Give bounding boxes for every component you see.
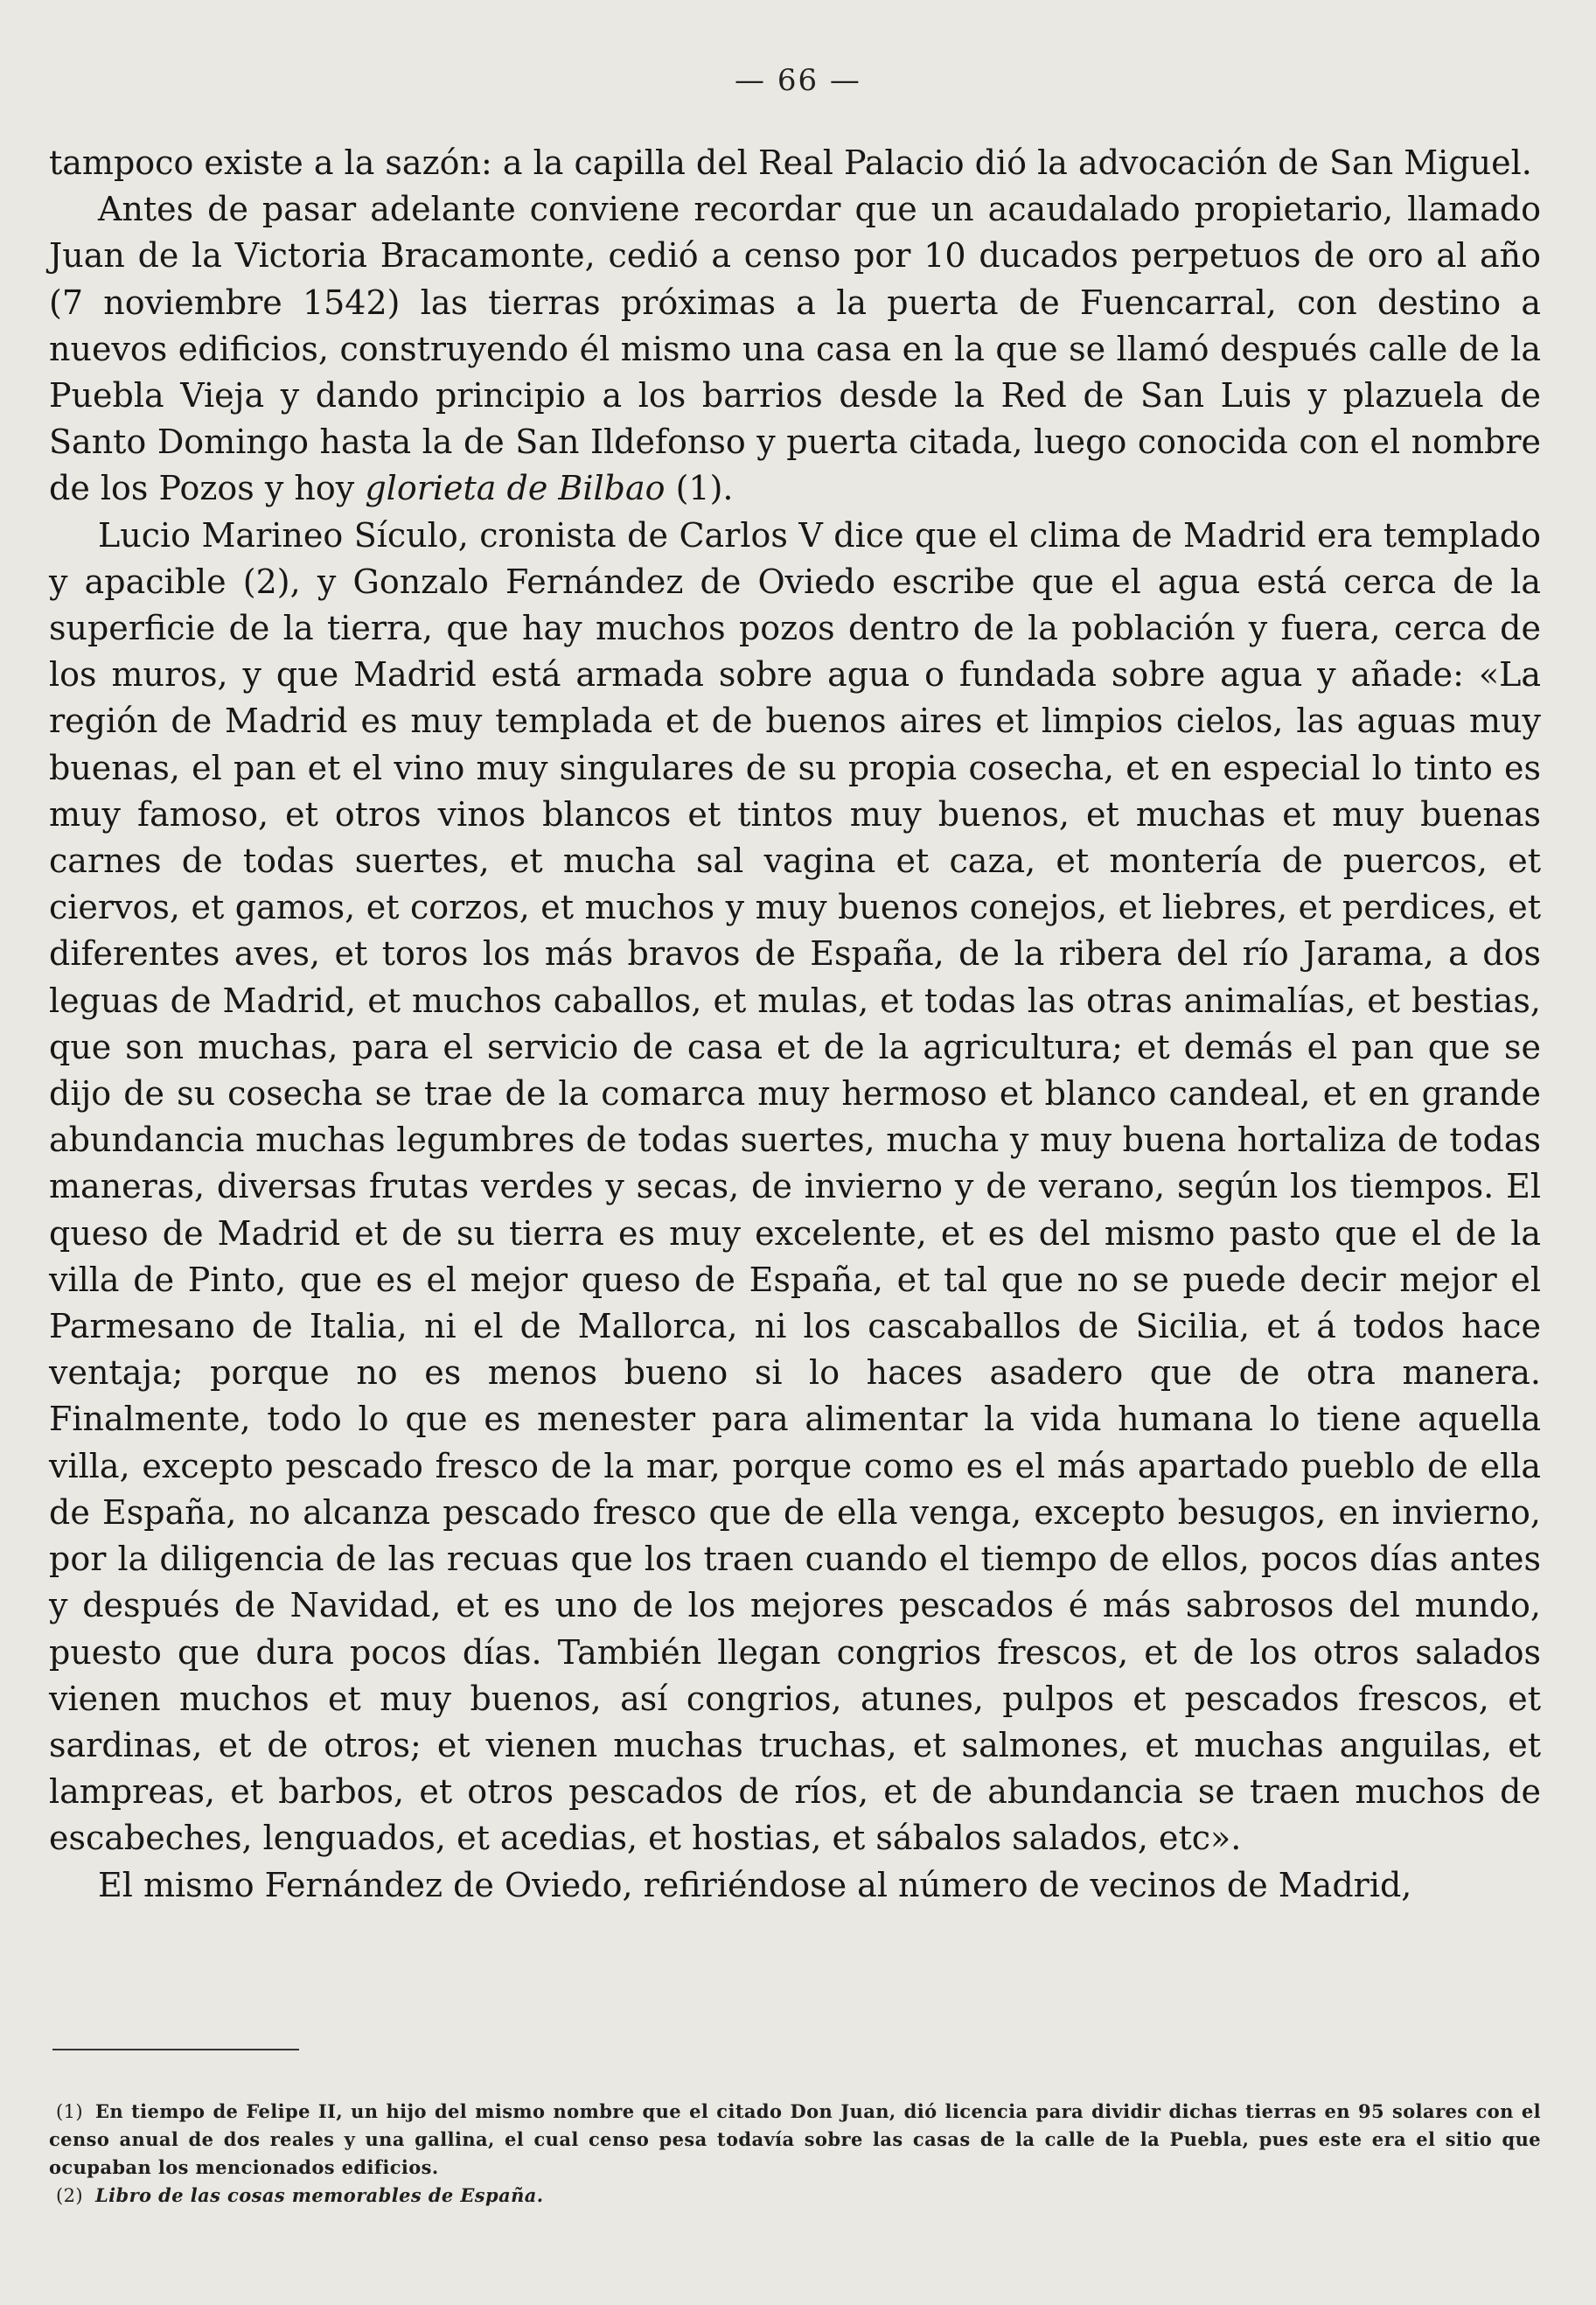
footnote-ref-1: (1). — [665, 469, 734, 508]
footnote-2-text: Libro de las cosas memorables de España. — [94, 2184, 544, 2206]
paragraph-vecinos: El mismo Fernández de Oviedo, refiriéndose al número de vecinos de Madrid, — [98, 1865, 1412, 1904]
footnote-2-number: (2) — [56, 2185, 83, 2206]
body-text — [49, 140, 1541, 1909]
paragraph-bracamonte — [49, 186, 1541, 512]
footnote-2 — [49, 2182, 1541, 2210]
footnote-1-number: (1) — [56, 2101, 83, 2122]
footnote-1-text: En tiempo de Felipe II, un hijo del mismo nombre que el citado Don Juan, dió licencia para dividir dichas tierras en 95 solares con el censo anual de dos reales y una gallina, el cual censo pesa todavía sobre las casas de la calle de la Puebla, pues este era el sitio que ocupaban los mencionados edificios. — [49, 2100, 1541, 2178]
page-number: — 66 — — [735, 63, 861, 98]
italic-glorieta-de-bilbao: glorieta de Bilbao — [365, 469, 666, 508]
paragraph-marineo-oviedo: Lucio Marineo Sículo, cronista de Carlos V dice que el clima de Madrid era templado y apacible (2), y Gonzalo Fernández de Oviedo escribe que el agua está cerca de la superficie de la tierra, que hay muchos pozos dentro de la población y fuera, cerca de los muros, y que Madrid está armada sobre agua o fundada sobre agua y añade: «La región de Madrid es muy templada et de buenos aires et limpios cielos, las aguas muy buenas, el pan et el vino muy singulares de su propia cosecha, et en especial lo tinto es muy famoso, et otros vinos blancos et tintos muy buenos, et muchas et muy buenas carnes de todas suertes, et mucha sal vagina et caza, et montería de puercos, et ciervos, et gamos, et corzos, et muchos y muy buenos conejos, et liebres, et perdices, et diferentes aves, et toros los más bravos de España, de la ribera del río Jarama, a dos leguas de Madrid, et muchos caballos, et mulas, et todas las otras animalías, et bestias, que son muchas, para el servicio de casa et de la agricultura; et demás el pan que se dijo de su cosecha se trae de la comarca muy hermoso et blanco candeal, et en grande abundancia muchas legumbres de todas suertes, mucha y muy buena hortaliza de todas maneras, diversas frutas verdes y secas, de invierno y de verano, según los tiempos. El queso de Madrid et de su tierra es muy excelente, et es del mismo pasto que el de la villa de Pinto, que es el mejor queso de España, et tal que no se puede decir mejor el Parmesano de Italia, ni el de Mallorca, ni los cascaballos de Sicilia, et á todos hace ventaja; porque no es menos bueno si lo haces asadero que de otra manera. Finalmente, todo lo que es menester para alimentar la vida humana lo tiene aquella villa, excepto pescado fresco de la mar, porque como es el más apartado pueblo de ella de España, no alcanza pescado fresco que de ella venga, excepto besugos, en invierno, por la diligencia de las recuas que los traen cuando el tiempo de ellos, pocos días antes y después de Navidad, et es uno de los mejores pescados é más sabrosos del mundo, puesto que dura pocos días. También llegan congrios frescos, et de los otros salados vienen muchos et muy buenos, así congrios, atunes, pulpos et pescados frescos, et sardinas, et de otros; et vienen muchas truchas, et salmones, et muchas anguilas, et lampreas, et barbos, et otros pescados de ríos, et de abundancia se traen muchos de escabeches, lenguados, et acedias, et hostias, et sábalos salados, etc». — [49, 515, 1541, 1858]
paragraph-bracamonte-text: Antes de pasar adelante conviene recordar que un acaudalado propietario, llamado Juan de la Victoria Bracamonte, cedió a censo por 10 ducados perpetuos de oro al año (7 noviembre 1542) las tierras próximas a la puerta de Fuencarral, con destino a nuevos edificios, construyendo él mismo una casa en la que se llamó después calle de la Puebla Vieja y dando principio a los barrios desde la Red de San Luis y plazuela de Santo Domingo hasta la de San Ildefonso y puerta citada, luego conocida con el nombre de los Pozos y hoy — [49, 190, 1541, 508]
footnotes — [49, 2098, 1541, 2210]
paragraph-continuation: tampoco existe a la sazón: a la capilla del Real Palacio dió la advocación de San Miguel. — [49, 143, 1532, 182]
footnote-divider — [52, 2049, 299, 2050]
footnote-1 — [49, 2098, 1541, 2182]
